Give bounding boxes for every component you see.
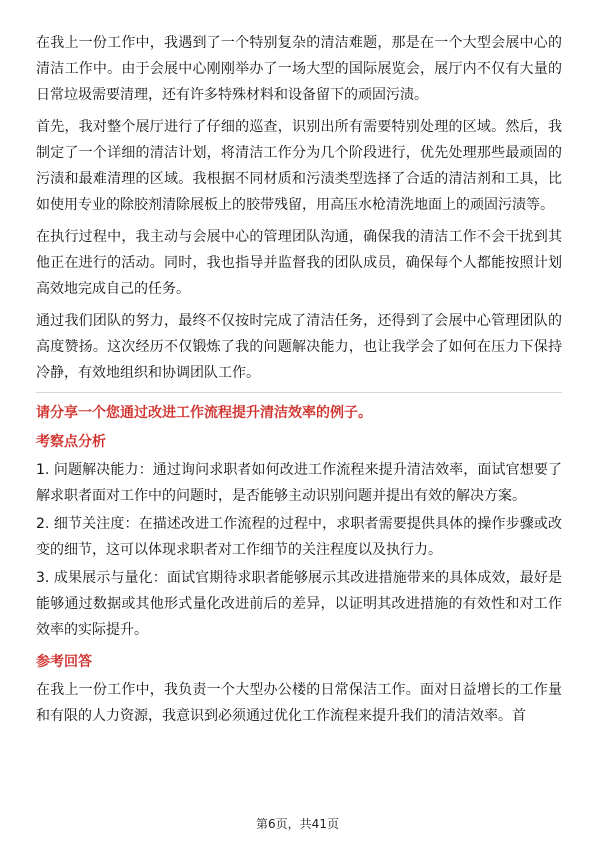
analysis-heading: 考察点分析: [36, 434, 106, 450]
page-content: [36, 30, 562, 735]
reference-paragraph: 在我上一份工作中，我负责一个大型办公楼的日常保洁工作。面对日益增长的工作量和有限的人力资源，我意识到必须通过优化工作流程来提升我们的清洁效率。首: [36, 682, 562, 724]
interview-question: 请分享一个您通过改进工作流程提升清洁效率的例子。: [36, 405, 372, 421]
answer-paragraph-3: 在执行过程中，我主动与会展中心的管理团队沟通，确保我的清洁工作不会干扰到其他正在进行的活动。同时，我也指导并监督我的团队成员，确保每个人都能按照计划高效地完成自己的任务。: [36, 229, 562, 297]
reference-heading: 参考回答: [36, 654, 92, 670]
answer-paragraph-4: 通过我们团队的努力，最终不仅按时完成了清洁任务，还得到了会展中心管理团队的高度赞扬。这次经历不仅锻炼了我的问题解决能力，也让我学会了如何在压力下保持冷静，有效地组织和协调团队工作。: [36, 313, 562, 381]
answer-paragraph-2: 首先，我对整个展厅进行了仔细的巡查，识别出所有需要特别处理的区域。然后，我制定了一个详细的清洁计划，将清洁工作分为几个阶段进行，优先处理那些最顽固的污渍和最难清理的区域。我根据不同材质和污渍类型选择了合适的清洁剂和工具，比如使用专业的除胶剂清除展板上的胶带残留，用高压水枪清洗地面上的顽固污渍等。: [36, 119, 562, 213]
page-number: 第6页，共41页: [256, 817, 339, 831]
analysis-list: [36, 457, 562, 643]
section-divider: [36, 392, 562, 393]
analysis-item-2: 2. 细节关注度：在描述改进工作流程的过程中，求职者需要提供具体的操作步骤或改变的细节，这可以体现求职者对工作细节的关注程度以及执行力。: [36, 516, 562, 558]
analysis-item-1: 1. 问题解决能力：通过询问求职者如何改进工作流程来提升清洁效率，面试官想要了解求职者面对工作中的问题时，是否能够主动识别问题并提出有效的解决方案。: [36, 462, 562, 504]
analysis-item-3: 3. 成果展示与量化：面试官期待求职者能够展示其改进措施带来的具体成效，最好是能够通过数据或其他形式量化改进前后的差异，以证明其改进措施的有效性和对工作效率的实际提升。: [36, 570, 562, 638]
answer-paragraph-1: 在我上一份工作中，我遇到了一个特别复杂的清洁难题，那是在一个大型会展中心的清洁工作中。由于会展中心刚刚举办了一场大型的国际展览会，展厅内不仅有大量的日常垃圾需要清理，还有许多特殊材料和设备留下的顽固污渍。: [36, 35, 562, 103]
